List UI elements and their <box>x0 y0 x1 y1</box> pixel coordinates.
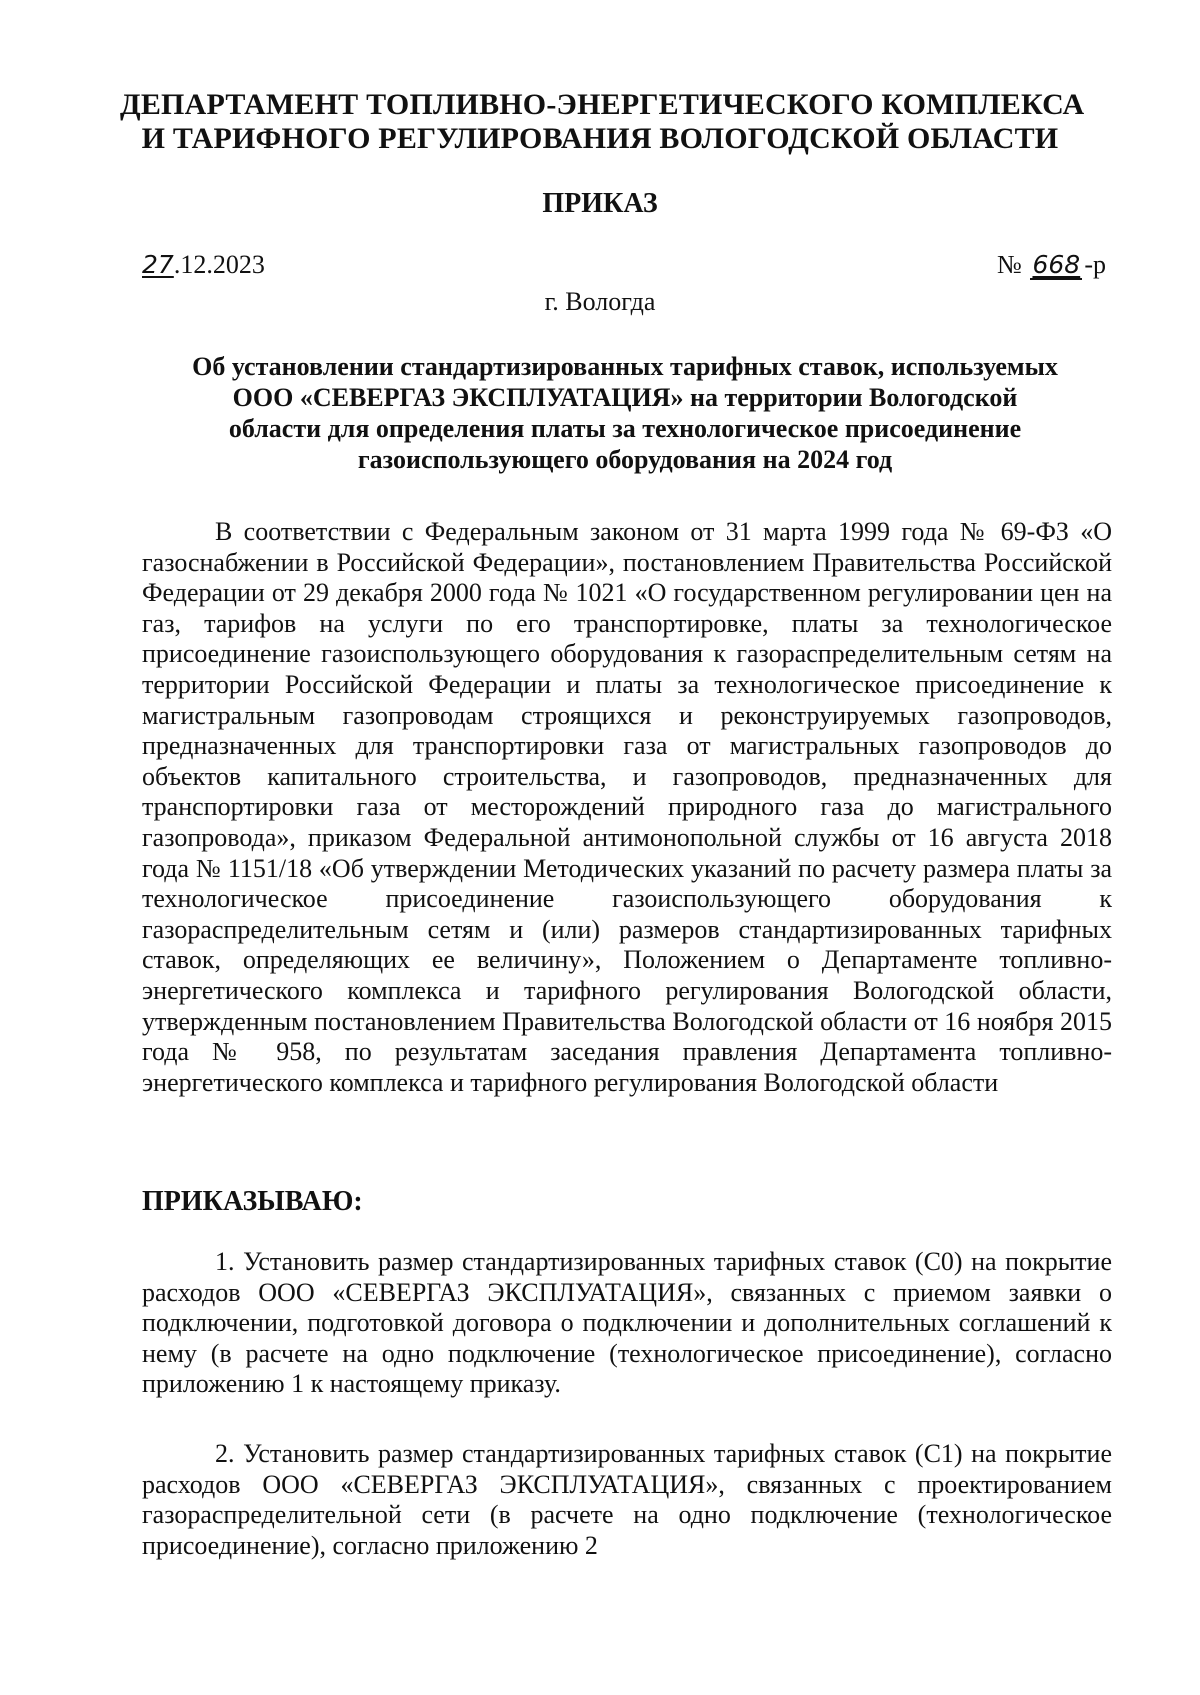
item-2-block <box>142 1439 1112 1561</box>
item-1-block <box>142 1247 1112 1400</box>
subject-line-4: газоиспользующего оборудования на 2024 год <box>357 445 893 474</box>
order-subject <box>140 351 1110 475</box>
subject-line-2: ООО «СЕВЕРГАЗ ЭКСПЛУАТАЦИЯ» на территории Вологодской <box>232 383 1018 412</box>
department-line-2: И ТАРИФНОГО РЕГУЛИРОВАНИЯ ВОЛОГОДСКОЙ ОБЛАСТИ <box>141 122 1059 155</box>
order-directive-word: ПРИКАЗЫВАЮ: <box>142 1186 363 1217</box>
document-type-title: ПРИКАЗ <box>542 188 658 219</box>
subject-line-3: области для определения платы за технологическое присоединение <box>228 414 1022 443</box>
subject-line-1: Об установлении стандартизированных тарифных ставок, используемых <box>192 352 1058 381</box>
preamble-paragraph: В соответствии с Федеральным законом от 31 марта 1999 года № 69-ФЗ «О газоснабжении в Российской Федерации», постановлением Правительства Российской Федерации от 29 декабря 2000 года № 1021 «О государственном регулировании цен на газ, тарифов на услуги по его транспортировке, платы за технологическое присоединение газоиспользующего оборудования к газораспределительным сетям на территории Российской Федерации и платы за технологическое присоединение к магистральным газопроводам строящихся и реконструируемых газопроводов, предназначенных для транспортировки газа от магистральных газопроводов до объектов капитального строительства, и газопроводов, предназначенных для транспортировки газа от месторождений природного газа до магистрального газопровода», приказом Федеральной антимонопольной службы от 16 августа 2018 года № 1151/18 «Об утверждении Методических указаний по расчету размера платы за технологическое присоединение газоиспользующего оборудования к газораспределительным сетям и (или) размеров стандартизированных тарифных ставок, определяющих ее величину», Положением о Департаменте топливно-энергетического комплекса и тарифного регулирования Вологодской области, утвержденным постановлением Правительства Вологодской области от 16 ноября 2015 года № 958, по результатам заседания правления Департамента топливно-энергетического комплекса и тарифного регулирования Вологодской области <box>142 517 1112 1097</box>
item-1-paragraph: 1. Установить размер стандартизированных тарифных ставок (С0) на покрытие расходов ООО «СЕВЕРГАЗ ЭКСПЛУАТАЦИЯ», связанных с приемом заявки о подключении, подготовкой договора о подключении и дополнительных соглашений к нему (в расчете на одно подключение (технологическое присоединение), согласно приложению 1 к настоящему приказу. <box>142 1247 1112 1399</box>
department-heading <box>120 88 1085 156</box>
preamble-block <box>142 517 1112 1098</box>
department-line-1: ДЕПАРТАМЕНТ ТОПЛИВНО-ЭНЕРГЕТИЧЕСКОГО КОМПЛЕКСА <box>120 88 1085 121</box>
number-sign: № <box>997 250 1022 279</box>
handwritten-date-day: 27 <box>142 250 174 279</box>
order-date <box>142 250 265 280</box>
date-month-year: .12.2023 <box>173 250 265 279</box>
order-number <box>997 250 1106 280</box>
handwritten-order-number: 668 <box>1030 252 1082 280</box>
item-2-paragraph: 2. Установить размер стандартизированных тарифных ставок (С1) на покрытие расходов ООО «СЕВЕРГАЗ ЭКСПЛУАТАЦИЯ», связанных с проектированием газораспределительной сети (в расчете на одно подключение (технологическое присоединение), согласно приложению 2 <box>142 1439 1112 1560</box>
city-line: г. Вологда <box>544 287 656 316</box>
number-suffix: -р <box>1084 250 1106 279</box>
